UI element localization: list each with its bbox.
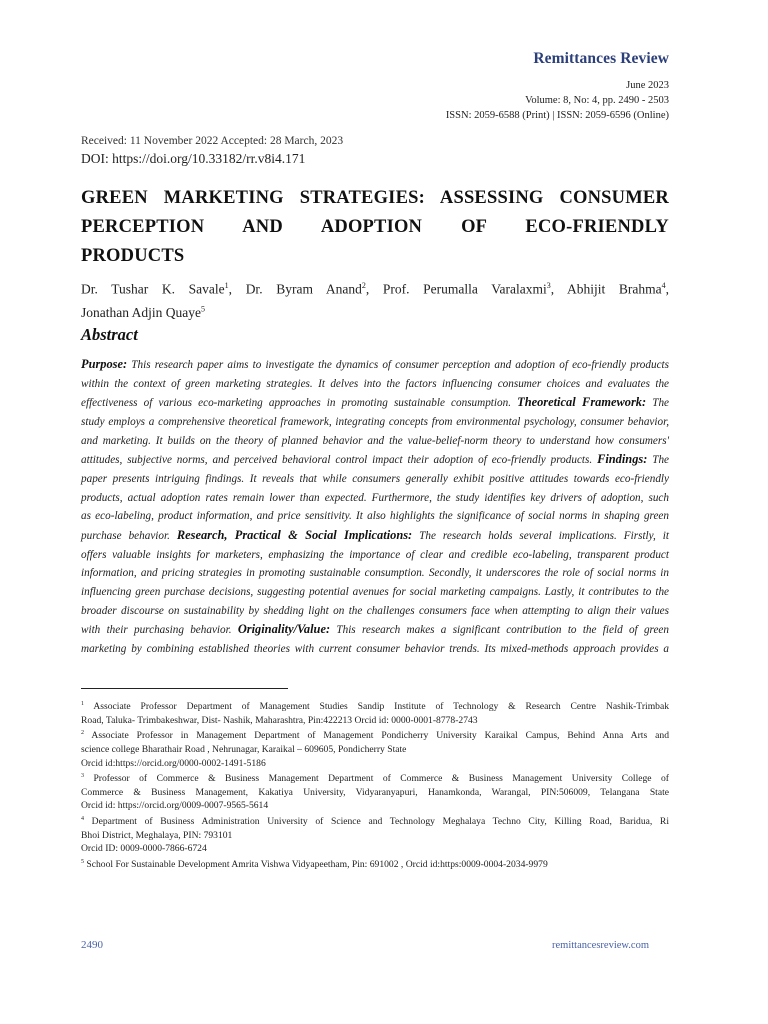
- journal-header: [446, 50, 669, 123]
- volume-info: Volume: 8, No: 4, pp. 2490 - 2503: [525, 95, 669, 106]
- received-dates: Received: 11 November 2022 Accepted: 28 March, 2023: [81, 135, 344, 147]
- footnote-text: science college Bharathair Road , Nehrunagar, Karaikal – 609605, Pondicherry State: [81, 744, 407, 756]
- abstract-line: [81, 413, 669, 432]
- abstract-line: [81, 526, 669, 546]
- footnote-text: Associate Professor in Management Department of Management Pondicherry University Karaikal Campus, Behind Anna Arts and: [91, 730, 669, 742]
- footnote-line: [81, 799, 669, 813]
- abstract-line: [81, 393, 669, 413]
- footnote-line: [81, 856, 669, 872]
- footnote-line: [81, 757, 669, 771]
- footnote-line: [81, 698, 669, 714]
- abstract-text: study employs a comprehensive theoretical framework, integrating concepts from environmental psychology, consumer behavior,: [81, 415, 669, 428]
- abstract-line: [81, 602, 669, 621]
- footnote-line: [81, 786, 669, 800]
- footnote-text: Associate Professor Department of Management Studies Sandip Institute of Technology & Research Centre Nashik-Trimbak: [93, 701, 670, 713]
- abstract-line: [81, 489, 669, 508]
- abstract-text: and marketing. It builds on the theory of planned behavior and the value-belief-norm theory to understand how consumers': [81, 434, 669, 447]
- issn-info: ISSN: 2059-6588 (Print) | ISSN: 2059-6596 (Online): [445, 110, 669, 121]
- abstract-line: [81, 432, 669, 451]
- footnote-line: [81, 829, 669, 843]
- footnote-text: School For Sustainable Development Amrita Vishwa Vidyapeetham, Pin: 691002 , Orcid id:https:0009-0004-2034-9979: [86, 858, 548, 870]
- abstract-text: products, actual adoption rates remain lower than expected. Furthermore, the study identifies key drivers of adoption, such: [81, 491, 669, 504]
- author-name: Dr. Byram Anand: [245, 281, 362, 297]
- abstract-section-label: Theoretical Framework:: [517, 395, 647, 410]
- journal-name: Remittances Review: [533, 50, 669, 67]
- abstract-text: with their purchasing behavior.: [81, 624, 238, 637]
- abstract-line: [81, 546, 669, 565]
- abstract-body: [81, 355, 669, 659]
- abstract-text: This research paper aims to investigate the dynamics of consumer perception and adoption of eco-friendly products: [127, 359, 669, 371]
- abstract-line: [81, 640, 669, 659]
- abstract-text: attitudes, subjective norms, and perceived behavioral control impact their adoption of eco-friendly products.: [81, 454, 598, 467]
- author-name: Dr. Tushar K. Savale: [81, 281, 225, 297]
- title-line: GREEN MARKETING STRATEGIES: ASSESSING CONSUMER: [81, 188, 669, 208]
- abstract-text: The: [646, 397, 669, 410]
- footnote-line: [81, 714, 669, 728]
- page-number: 2490: [81, 939, 103, 951]
- author-mark: 3: [546, 281, 551, 290]
- abstract-text: within the context of green marketing strategies. It delves into the factors influencing consumer choices and evaluates the: [81, 377, 669, 390]
- article-page: [81, 0, 669, 1024]
- author-list: [81, 276, 669, 323]
- footnotes: [81, 698, 669, 872]
- abstract-section-label: Research, Practical & Social Implications:: [176, 527, 413, 542]
- doi-link[interactable]: DOI: https://doi.org/10.33182/rr.v8i4.171: [81, 151, 306, 166]
- author-mark: 1: [224, 281, 229, 290]
- abstract-text: This research makes a significant contribution to the field of green: [330, 624, 669, 637]
- author-name: Jonathan Adjin Quaye: [81, 305, 201, 320]
- abstract-line: [81, 450, 669, 470]
- footnote-line: [81, 743, 669, 757]
- footnote-text: Bhoi District, Meghalaya, PIN: 793101: [81, 829, 233, 841]
- abstract-line: [81, 620, 669, 640]
- author-mark: 4: [661, 281, 666, 290]
- abstract-text: effectiveness of various eco-marketing approaches in promoting sustainable consumption.: [81, 397, 518, 410]
- abstract-section-label: Findings:: [597, 452, 648, 467]
- abstract-text: influencing green purchase decisions, suggesting potential avenues for social marketing campaigns. Lastly, it contributes to the: [81, 585, 669, 598]
- footnote-line: [81, 842, 669, 856]
- footnote-text: Orcid id: https://orcid.org/0009-0007-9565-5614: [81, 800, 269, 812]
- footnote-text: Orcid ID: 0009-0000-7866-6724: [81, 843, 207, 855]
- site-link[interactable]: remittancesreview.com: [552, 940, 649, 951]
- footnote-line: [81, 770, 669, 786]
- footnote-mark: 4: [81, 815, 84, 822]
- abstract-text: as eco-labeling, product information, and price sensitivity. It also highlights the significance of social norms in shaping green: [81, 510, 669, 523]
- footnote-text: Commerce & Business Management, Kakatiya University, Vidyaranyapuri, Hanamkonda, Warangal, PIN:506009, Telangana State: [81, 786, 669, 798]
- author-name: Prof. Perumalla Varalaxmi: [382, 281, 547, 297]
- abstract-section-label: Originality/Value:: [237, 622, 331, 637]
- author-mark: 5: [200, 304, 205, 314]
- footnote-text: Department of Business Administration University of Science and Technology Meghalaya Techno City, Killing Road, Baridua, Ri: [91, 816, 669, 828]
- abstract-line: [81, 564, 669, 583]
- footnote-mark: 2: [81, 730, 84, 737]
- footnote-divider: [81, 688, 288, 689]
- abstract-text: purchase behavior.: [81, 529, 177, 542]
- paper-title: [81, 184, 669, 271]
- abstract-text: information, and pricing strategies in promoting sustainable consumption. Secondly, it underscores the role of social norms in: [81, 567, 669, 580]
- abstract-line: [81, 507, 669, 526]
- footnote-text: Orcid id:https://orcid.org/0000-0002-1491-5186: [81, 757, 266, 769]
- abstract-heading: Abstract: [81, 325, 138, 344]
- footnote-mark: 3: [81, 773, 84, 780]
- abstract-text: The research holds several implications. Firstly, it: [412, 529, 670, 542]
- abstract-text: offers valuable insights for marketers, emphasizing the importance of clear and credible eco-labeling, transparent product: [81, 548, 669, 561]
- abstract-line: [81, 355, 669, 375]
- footnote-line: [81, 813, 669, 829]
- abstract-text: paper presents intriguing findings. It reveals that while consumers generally exhibit positive attitudes towards eco-friendly: [81, 472, 669, 485]
- footnote-line: [81, 727, 669, 743]
- footnote-mark: 1: [81, 701, 84, 707]
- footnote-text: Road, Taluka- Trimbakeshwar, Dist- Nashik, Maharashtra, Pin:422213 Orcid id: 0000-0001-8778-2743: [81, 714, 478, 726]
- footnote-text: Professor of Commerce & Business Management Department of Commerce & Business Management University College of: [93, 773, 669, 785]
- abstract-text: broader discourse on sustainability by shedding light on the challenges consumers face when attempting to align their values: [81, 604, 669, 617]
- author-line: Dr. Tushar K. Savale$^1$, Dr. Byram Anand$^2$, Prof. Perumalla Varalaxmi$^3$, Abhijit Brahma$^4$,: [81, 281, 669, 297]
- title-line: PRODUCTS: [81, 246, 185, 266]
- abstract-line: [81, 583, 669, 602]
- author-name: Abhijit Brahma: [567, 281, 662, 297]
- abstract-line: [81, 375, 669, 394]
- footnote-mark: 5: [81, 858, 84, 865]
- abstract-section-label: Purpose:: [81, 357, 128, 371]
- title-line: PERCEPTION AND ADOPTION OF ECO-FRIENDLY: [81, 217, 669, 237]
- issue-date: June 2023: [626, 80, 669, 91]
- abstract-text: The: [647, 454, 669, 467]
- abstract-line: [81, 470, 669, 489]
- author-mark: 2: [361, 281, 366, 290]
- abstract-text: marketing by combining established theories with current consumer behavior trends. Its mixed-methods approach provides a: [81, 642, 669, 655]
- author-line: [81, 305, 205, 320]
